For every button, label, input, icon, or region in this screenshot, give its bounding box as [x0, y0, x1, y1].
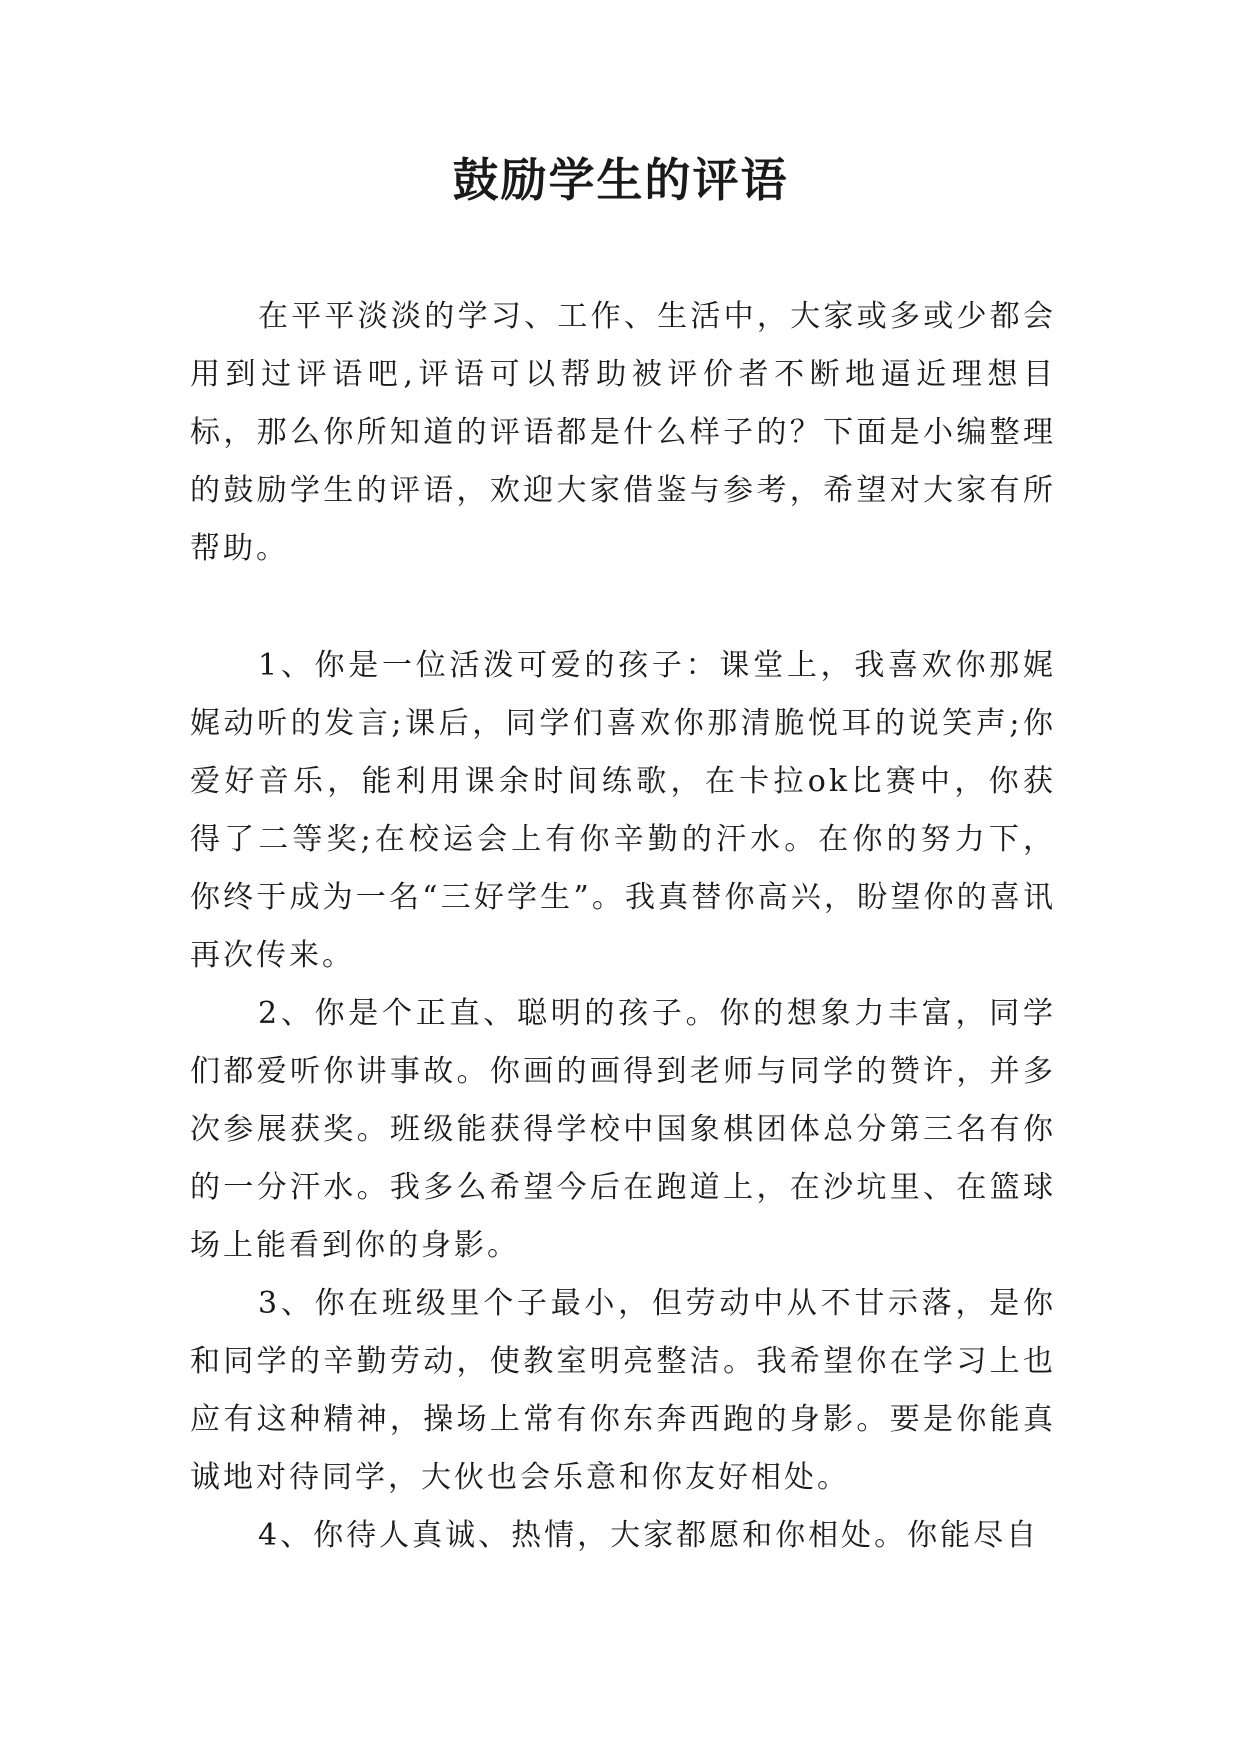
intro-paragraph: 在平平淡淡的学习、工作、生活中，大家或多或少都会用到过评语吧,评语可以帮助被评价者不断地逼近理想目标，那么你所知道的评语都是什么样子的？下面是小编整理的鼓励学生的评语，欢迎大家借鉴与参考，希望对大家有所帮助。 [190, 299, 1056, 566]
comment-item-1: 1、你是一位活泼可爱的孩子：课堂上，我喜欢你那娓娓动听的发言;课后，同学们喜欢你那清脆悦耳的说笑声;你爱好音乐，能利用课余时间练歌，在卡拉ok比赛中，你获得了二等奖;在校运会上有你辛勤的汗水。在你的努力下，你终于成为一名“三好学生”。我真替你高兴，盼望你的喜讯再次传来。 [190, 648, 1056, 973]
comment-item-2: 2、你是个正直、聪明的孩子。你的想象力丰富，同学们都爱听你讲事故。你画的画得到老师与同学的赞许，并多次参展获奖。班级能获得学校中国象棋团体总分第三名有你的一分汗水。我多么希望今后在跑道上，在沙坑里、在篮球场上能看到你的身影。 [190, 996, 1056, 1263]
document-title: 鼓励学生的评语 [452, 153, 789, 207]
comment-item-3: 3、你在班级里个子最小，但劳动中从不甘示落，是你和同学的辛勤劳动，使教室明亮整洁。我希望你在学习上也应有这种精神，操场上常有你东奔西跑的身影。要是你能真诚地对待同学，大伙也会乐意和你友好相处。 [190, 1286, 1056, 1495]
comment-item-4: 4、你待人真诚、热情，大家都愿和你相处。你能尽自 [258, 1518, 1040, 1553]
